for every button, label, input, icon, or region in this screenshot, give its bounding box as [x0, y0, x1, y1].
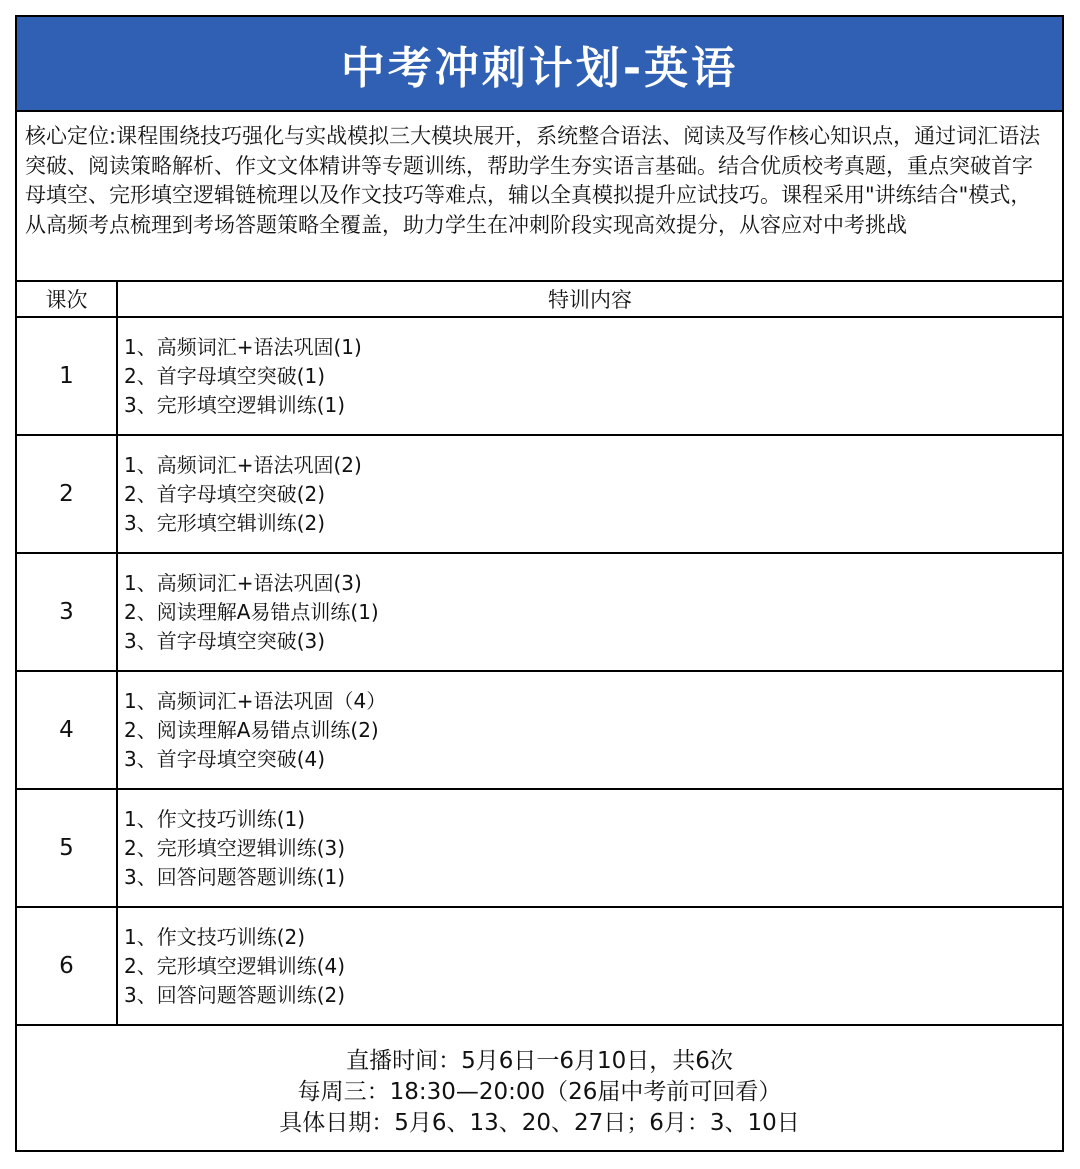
table-row	[17, 553, 1062, 671]
lesson-item: 1、高频词汇+语法巩固（4）	[124, 688, 387, 713]
lesson-item: 2、阅读理解A易错点训练(1)	[124, 599, 379, 624]
weekly-time: 每周三：18:30—20:00（26届中考前可回看）	[297, 1079, 782, 1105]
lesson-content	[117, 907, 1062, 1025]
table-row	[17, 907, 1062, 1025]
lesson-content	[117, 671, 1062, 789]
lesson-content	[117, 553, 1062, 671]
header-content: 特训内容	[117, 282, 1062, 317]
schedule-sheet	[15, 15, 1064, 1152]
lesson-item: 2、完形填空逻辑训练(3)	[124, 835, 346, 860]
schedule-footer	[17, 1026, 1062, 1154]
header-lesson: 课次	[17, 282, 117, 317]
lesson-item: 1、作文技巧训练(1)	[124, 806, 306, 831]
lesson-content	[117, 435, 1062, 553]
lesson-number: 6	[17, 907, 117, 1025]
lesson-item: 2、完形填空逻辑训练(4)	[124, 953, 346, 978]
lesson-table	[17, 282, 1062, 1026]
lesson-item: 2、首字母填空突破(1)	[124, 363, 326, 388]
lesson-item: 3、完形填空辑训练(2)	[124, 510, 326, 535]
table-row	[17, 671, 1062, 789]
lesson-number: 5	[17, 789, 117, 907]
lesson-table-body	[17, 317, 1062, 1025]
page-title: 中考冲刺计划-英语	[340, 42, 739, 94]
lesson-item: 3、完形填空逻辑训练(1)	[124, 392, 346, 417]
specific-dates: 具体日期：5月6、13、20、27日；6月：3、10日	[279, 1110, 800, 1136]
title-bar	[17, 17, 1062, 112]
table-header-row	[17, 282, 1062, 317]
course-intro: 核心定位:课程围绕技巧强化与实战模拟三大模块展开，系统整合语法、阅读及写作核心知识点，通过词汇语法突破、阅读策略解析、作文文体精讲等专题训练，帮助学生夯实语言基础。结合优质校考真题，重点突破首字母填空、完形填空逻辑链梳理以及作文技巧等难点，辅以全真模拟提升应试技巧。课程采用"讲练结合"模式，从高频考点梳理到考场答题策略全覆盖，助力学生在冲刺阶段实现高效提分，从容应对中考挑战	[17, 112, 1062, 282]
lesson-item: 3、回答问题答题训练(2)	[124, 982, 346, 1007]
lesson-item: 3、首字母填空突破(3)	[124, 628, 326, 653]
lesson-number: 3	[17, 553, 117, 671]
table-row	[17, 789, 1062, 907]
broadcast-period: 直播时间：5月6日一6月10日，共6次	[346, 1048, 733, 1074]
lesson-item: 2、首字母填空突破(2)	[124, 481, 326, 506]
table-row	[17, 317, 1062, 435]
lesson-content	[117, 789, 1062, 907]
lesson-item: 1、高频词汇+语法巩固(3)	[124, 570, 362, 595]
lesson-item: 3、首字母填空突破(4)	[124, 746, 326, 771]
lesson-number: 1	[17, 317, 117, 435]
lesson-item: 1、作文技巧训练(2)	[124, 924, 306, 949]
lesson-item: 2、阅读理解A易错点训练(2)	[124, 717, 379, 742]
lesson-content	[117, 317, 1062, 435]
table-row	[17, 435, 1062, 553]
lesson-item: 1、高频词汇+语法巩固(2)	[124, 452, 362, 477]
lesson-item: 3、回答问题答题训练(1)	[124, 864, 346, 889]
lesson-item: 1、高频词汇+语法巩固(1)	[124, 334, 362, 359]
lesson-number: 2	[17, 435, 117, 553]
lesson-number: 4	[17, 671, 117, 789]
